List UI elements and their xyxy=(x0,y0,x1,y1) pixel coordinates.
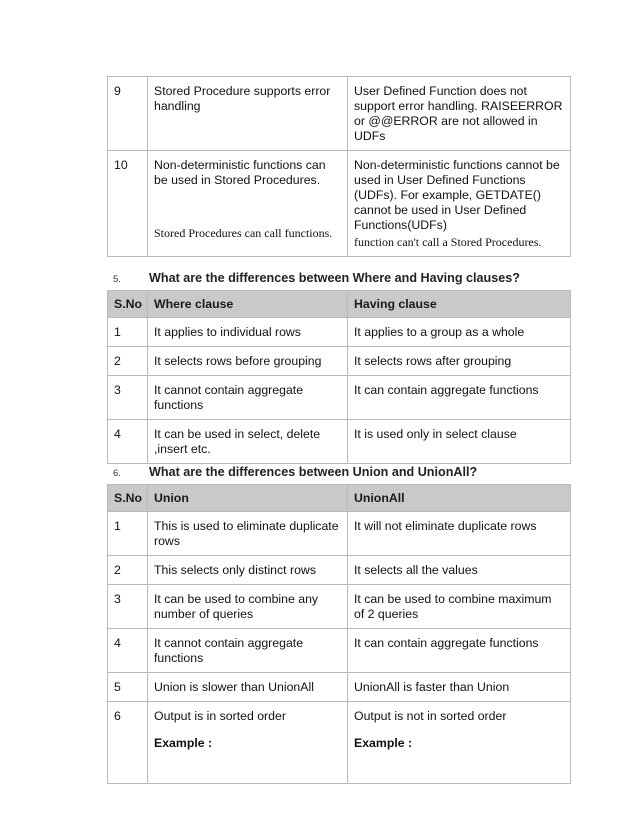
table-row xyxy=(108,585,571,629)
unionall-cell: It can be used to combine maximum of 2 queries xyxy=(348,585,571,629)
sno-cell: 10 xyxy=(108,151,148,257)
column-header-having: Having clause xyxy=(348,291,571,318)
udf-cell xyxy=(348,151,571,257)
union-cell: Union is slower than UnionAll xyxy=(148,673,348,702)
stored-procedure-cell: Stored Procedure supports error handling xyxy=(148,77,348,151)
question-6-heading xyxy=(113,465,477,479)
stored-procedure-cell xyxy=(148,151,348,257)
column-header-union: Union xyxy=(148,485,348,512)
question-5-heading xyxy=(113,271,520,285)
union-cell: It can be used to combine any number of queries xyxy=(148,585,348,629)
having-cell: It is used only in select clause xyxy=(348,420,571,464)
example-label: Example : xyxy=(154,736,213,750)
question-number: 6. xyxy=(113,468,121,479)
question-number: 5. xyxy=(113,274,121,285)
unionall-cell: It selects all the values xyxy=(348,556,571,585)
table-row xyxy=(108,420,571,464)
cell-text: Output is in sorted order xyxy=(154,709,286,723)
sno-cell: 2 xyxy=(108,347,148,376)
question-text: What are the differences between Where and Having clauses? xyxy=(149,271,520,285)
table-row xyxy=(108,512,571,556)
sno-cell: 1 xyxy=(108,318,148,347)
cell-note: Stored Procedures can call functions. xyxy=(154,226,333,240)
having-cell: It can contain aggregate functions xyxy=(348,376,571,420)
sno-cell: 3 xyxy=(108,585,148,629)
sno-cell: 5 xyxy=(108,673,148,702)
sno-cell: 4 xyxy=(108,420,148,464)
sno-cell: 3 xyxy=(108,376,148,420)
sno-cell: 2 xyxy=(108,556,148,585)
table-row xyxy=(108,347,571,376)
sno-cell: 4 xyxy=(108,629,148,673)
table-row xyxy=(108,629,571,673)
where-cell: It applies to individual rows xyxy=(148,318,348,347)
union-cell xyxy=(148,702,348,784)
udf-cell: User Defined Function does not support error handling. RAISEERROR or @@ERROR are not allowed in UDFs xyxy=(348,77,571,151)
column-header-unionall: UnionAll xyxy=(348,485,571,512)
union-cell: This is used to eliminate duplicate rows xyxy=(148,512,348,556)
table-row xyxy=(108,556,571,585)
column-header-where: Where clause xyxy=(148,291,348,318)
table-row xyxy=(108,376,571,420)
where-cell: It cannot contain aggregate functions xyxy=(148,376,348,420)
header-row xyxy=(108,485,571,512)
having-cell: It selects rows after grouping xyxy=(348,347,571,376)
spacer xyxy=(154,724,341,736)
sno-cell: 6 xyxy=(108,702,148,784)
unionall-cell: UnionAll is faster than Union xyxy=(348,673,571,702)
union-cell: It cannot contain aggregate functions xyxy=(148,629,348,673)
spacer xyxy=(354,724,564,736)
union-vs-unionall-table xyxy=(107,484,571,784)
where-vs-having-table xyxy=(107,290,571,464)
spacer xyxy=(154,188,341,226)
table-row xyxy=(108,151,571,257)
cell-text: Non-deterministic functions can be used in Stored Procedures. xyxy=(154,158,326,187)
table-row xyxy=(108,673,571,702)
table-row xyxy=(108,77,571,151)
cell-text: Output is not in sorted order xyxy=(354,709,507,723)
example-label: Example : xyxy=(354,736,413,750)
unionall-cell: It can contain aggregate functions xyxy=(348,629,571,673)
sno-cell: 1 xyxy=(108,512,148,556)
unionall-cell: It will not eliminate duplicate rows xyxy=(348,512,571,556)
table-row xyxy=(108,318,571,347)
column-header-sno: S.No xyxy=(108,291,148,318)
having-cell: It applies to a group as a whole xyxy=(348,318,571,347)
table-row xyxy=(108,702,571,784)
where-cell: It can be used in select, delete ,insert etc. xyxy=(148,420,348,464)
cell-note: function can't call a Stored Procedures. xyxy=(354,235,542,249)
question-text: What are the differences between Union and UnionAll? xyxy=(149,465,478,479)
sp-vs-udf-table xyxy=(107,76,571,257)
cell-text: Non-deterministic functions cannot be used in User Defined Functions (UDFs). For example, GETDATE() cannot be used in User Defined Functions(UDFs) xyxy=(354,158,560,232)
union-cell: This selects only distinct rows xyxy=(148,556,348,585)
where-cell: It selects rows before grouping xyxy=(148,347,348,376)
column-header-sno: S.No xyxy=(108,485,148,512)
unionall-cell xyxy=(348,702,571,784)
sno-cell: 9 xyxy=(108,77,148,151)
header-row xyxy=(108,291,571,318)
